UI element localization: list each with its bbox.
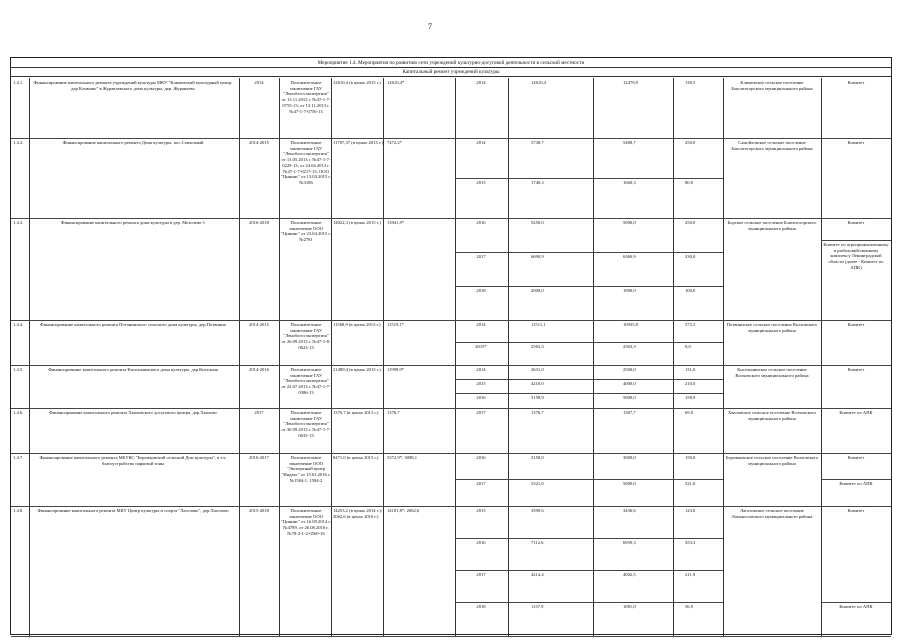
amount-local: 330,0 [685, 254, 696, 259]
row-number: 1.4.2. [13, 140, 24, 145]
page-number: 7 [428, 22, 432, 31]
amount-local: 100,0 [685, 288, 696, 293]
measure-name: Финансирование капитального ремонта дома культуры в дер. Мозолево-1 [60, 220, 206, 225]
estimated-cost: 14253,2 (в ценах 2014 г.); 2062,6 (в ценах 2016 г.) [333, 508, 383, 519]
year: 2015* [475, 344, 487, 349]
municipality: Потанинское сельское поселение Волховского муниципального района [726, 322, 818, 333]
year: 2015 [476, 381, 486, 386]
amount-regional: 12479,9 [623, 80, 638, 85]
measure-name: Финансирование капитального ремонта Потанинского сельского дома культуры, дер.Потанино [39, 322, 226, 327]
amount-total: 1376,7 [531, 410, 544, 415]
row-divider [11, 453, 891, 454]
year: 2014 [476, 367, 486, 372]
table-caption-row [11, 58, 891, 68]
estimated-cost: 11707,37 (в ценах 2013 г.) [333, 140, 383, 145]
executor: Комитет [847, 367, 865, 372]
amount-local: 56,9 [685, 604, 694, 609]
row-divider [11, 365, 891, 366]
section-row [11, 68, 891, 77]
year: 2017 [476, 254, 486, 259]
municipality: Борское сельское поселение Бокситогорского муниципального района [727, 220, 817, 231]
amount-regional: 1307,7 [623, 410, 636, 415]
year: 2017 [476, 410, 486, 415]
municipality: Хваловское сельское поселение Волховского муниципального района [728, 410, 816, 421]
year: 2017 [476, 572, 486, 577]
executor-secondary: Комитет по АПК [839, 481, 873, 486]
year: 2014 [476, 322, 486, 327]
row-number: 1.4.8. [13, 508, 24, 513]
executor-divider [821, 240, 891, 241]
executor: Комитет [847, 322, 865, 327]
amount-local: 158,9 [685, 395, 696, 400]
estimated-cost: 14022,3 (в ценах 2015 г.) [333, 220, 381, 225]
estimated-cost: 11568,9 (в ценах 2013 г.) [333, 322, 381, 327]
column-divider [593, 78, 594, 636]
year-divider [455, 538, 723, 539]
period: 2015-2018 [249, 508, 269, 513]
row-number: 1.4.3. [13, 220, 24, 225]
amount-total: 2000,0 [531, 288, 544, 293]
column-divider [29, 78, 30, 636]
year: 2017 [476, 481, 486, 486]
amount-regional: 5488,7 [623, 140, 636, 145]
amount-regional: 5000,0 [623, 395, 636, 400]
column-divider [508, 78, 509, 636]
amount-local: 150,0 [685, 455, 696, 460]
expertise: Положительное заключение ГАУ "Леноблгосэкспертиза" от 26.09.2013 г. №47-1-8-0623-13 [281, 322, 331, 350]
limit: 5372,9*; 3098,1 [387, 455, 417, 460]
year: 2016 [476, 540, 486, 545]
year-divider [455, 393, 723, 394]
row-number: 1.4.5. [13, 367, 24, 372]
year-divider [455, 602, 723, 603]
amount-total: 5158,9 [531, 395, 544, 400]
amount-total: 2631,0 [531, 367, 544, 372]
expertise: Положительное заключение ООО "Циннис" от 23.04.2015 г. №2781 [281, 220, 331, 243]
amount-local: 250,0 [685, 220, 696, 225]
limit: 11999,9* [387, 367, 405, 372]
column-divider [331, 78, 332, 636]
amount-local: 250,0 [685, 140, 696, 145]
amount-total: 5321,0 [531, 481, 544, 486]
amount-total: 4210,0 [531, 381, 544, 386]
amount-total: 2563,3 [531, 344, 544, 349]
limit: 12610,4* [387, 80, 405, 85]
amount-regional: 4002,5 [623, 572, 636, 577]
amount-total: 1137,9 [531, 604, 544, 609]
row-divider [11, 138, 891, 139]
row-divider [11, 320, 891, 321]
period: 2014-2016 [249, 367, 269, 372]
row-divider [11, 636, 891, 637]
estimated-cost: 21489,4 (в ценах 2013 г.) [333, 367, 381, 372]
limit: 7472,2* [387, 140, 402, 145]
year: 2015 [476, 508, 486, 513]
period: 2014-2015 [249, 140, 269, 145]
measure-name: Финансирование капитального ремонта МБУКС "Бережковский сельский Дом культуры", в т.ч. благоустройство парковой зоны [39, 455, 227, 466]
executor: Комитет [847, 80, 865, 85]
measure-name: Финансирование капитального ремонта Дома культуры, пос.Совхозный [62, 140, 204, 145]
amount-local: 575,3 [685, 322, 696, 327]
amount-total: 4214,4 [531, 572, 544, 577]
amount-local: 0,0 [685, 344, 691, 349]
column-divider [455, 78, 456, 636]
amount-total: 5250,0 [531, 220, 544, 225]
year: 2016 [476, 455, 486, 460]
column-divider [821, 78, 822, 636]
amount-local: 321,0 [685, 481, 696, 486]
amount-local: 211,9 [685, 572, 696, 577]
column-divider [279, 78, 280, 636]
row-divider [11, 506, 891, 507]
amount-regional: 5000,0 [623, 481, 636, 486]
amount-total: 3590,6 [531, 508, 544, 513]
column-divider [673, 78, 674, 636]
amount-regional: 4000,0 [623, 381, 636, 386]
amount-regional: 1081,0 [623, 604, 636, 609]
period: 2016-2018 [249, 220, 269, 225]
amount-regional: 5000,0 [623, 220, 636, 225]
executor: Комитет [847, 220, 865, 225]
municipality: Кисельнинское сельское поселение Волховского муниципального района [735, 367, 809, 378]
municipality: Бережковское сельское поселение Волховского муниципального района [725, 455, 819, 466]
amount-local: 130,5 [685, 80, 696, 85]
amount-total: 11511,1 [531, 322, 546, 327]
expertise: Положительное заключение ООО "Экспертный центр "Индекс" от 13.01.2016 г. №1584-1, 1584-2 [281, 455, 331, 483]
period: 2017 [254, 410, 264, 415]
executor: Комитет по АПК [839, 410, 873, 415]
amount-regional: 6360,9 [623, 254, 636, 259]
column-divider [239, 78, 240, 636]
municipality: Лаголовское сельское поселение Ломоносовского муниципального района [731, 508, 813, 519]
executor: Комитет [847, 508, 865, 513]
estimated-cost: 12610,4 (в ценах 2013 г.) [333, 80, 381, 85]
row-number: 1.4.4. [13, 322, 24, 327]
table-caption: Мероприятие 1.4. Мероприятия по развитию сети учреждений культурно-досуговой деятельности в сельской местности [317, 60, 585, 66]
amount-total: 12610,4 [531, 80, 546, 85]
year: 2016 [476, 395, 486, 400]
amount-local: 123,0 [685, 508, 696, 513]
executor-divider [821, 602, 891, 603]
limit: 13941,9* [387, 220, 405, 225]
municipality: Климовское сельское поселение Бокситогорского муниципального района [731, 80, 813, 91]
limit: 11519,1* [387, 322, 405, 327]
amount-regional: 3436,6 [623, 508, 636, 513]
year: 2016 [476, 220, 486, 225]
measure-name: Финансирование капитального ремонта Кисельнинского дома культуры, дер.Кисельня [48, 367, 218, 372]
executor: Комитет [847, 455, 865, 460]
period: 2014-2015 [249, 322, 269, 327]
amount-regional: 2563,3 [623, 344, 636, 349]
expertise: Положительное заключение ГАУ "Леноблгосэкспертиза" от 30.09.2013 г. №47-1-7-0635-13 [281, 410, 331, 438]
limit: 14181,8*; 2062,6 [387, 508, 420, 513]
year: 2014 [476, 80, 486, 85]
year: 2015 [476, 180, 486, 185]
measure-name: Финансирование капитального ремонта учреждений культуры МКУ "Климовский культурный центр, дер.Климово" в Журавлевского дома культуры, дер. Журавлево [33, 80, 233, 91]
amount-regional: 1660,3 [623, 180, 636, 185]
row-number: 1.4.7. [13, 455, 24, 460]
row-number: 1.4.1. [13, 80, 24, 85]
amount-local: 210,0 [685, 381, 696, 386]
amount-regional: 1900,0 [623, 288, 636, 293]
expertise: Положительное заключение ГАУ "Леноблгосэкспертиза" от 13.11.2013 г. №47-1-7-0755-13; от 13.11.2013 г. №47-1-7-0756-13 [281, 80, 331, 114]
period: 2016-2017 [249, 455, 269, 460]
year-divider [455, 479, 723, 480]
municipality: Самойловское сельское поселение Бокситогорского муниципального района [731, 140, 813, 151]
amount-total: 7112,6 [531, 540, 544, 545]
year: 2018 [476, 288, 486, 293]
executor-divider [821, 479, 891, 480]
year-divider [455, 570, 723, 571]
measure-name: Финансирование капитального ремонта МКУ Центр культуры и спорта "Лаголово", дер.Лаголово [37, 508, 229, 513]
amount-total: 6690,9 [531, 254, 544, 259]
amount-total: 3150,0 [531, 455, 544, 460]
amount-total: 5738,7 [531, 140, 544, 145]
year: 2018 [476, 604, 486, 609]
row-number: 1.4.6. [13, 410, 24, 415]
column-divider [723, 78, 724, 636]
expertise: Положительное заключение ГАУ "Леноблгосэкспертиза" от 13.05.2013 г. №47-1-7-0229-13; от 24.04.2013 г. №47-1-7-0217-13; ООО "Циннис" от 13.03.2015 г. №3186 [281, 140, 331, 186]
estimated-cost: 1376,7 (в ценах 2013 г.) [333, 410, 379, 415]
amount-local: 353,3 [685, 540, 696, 545]
section-title: Капитальный ремонт учреждений культуры [402, 69, 500, 75]
limit: 1376,7 [387, 410, 400, 415]
measure-name: Финансирование капитального ремонта Хваловского досугового центра, дер.Хвалово [49, 410, 217, 415]
row-divider [11, 408, 891, 409]
amount-regional: 10935,8 [623, 322, 638, 327]
period: 2014 [254, 80, 264, 85]
amount-local: 80,0 [685, 180, 694, 185]
year-divider [455, 286, 723, 287]
year-divider [455, 342, 723, 343]
amount-regional: 3000,0 [623, 455, 636, 460]
year-divider [455, 379, 723, 380]
year: 2014 [476, 140, 486, 145]
year-divider [455, 252, 723, 253]
executor: Комитет [847, 140, 865, 145]
executor-secondary: Комитет по АПК [839, 604, 873, 609]
amount-regional: 2500,0 [623, 367, 636, 372]
amount-regional: 6959,3 [623, 540, 636, 545]
expertise: Положительное заключение ООО "Циннис" от 16.09.2014 г. №4789, от 26.08.2016 г. №78-2-1-2-0560-16 [281, 508, 331, 536]
row-divider [11, 218, 891, 219]
amount-total: 1740,3 [531, 180, 544, 185]
expertise: Положительное заключение ГАУ "Леноблгосэкспертиза" от 22.07.2013 г. №47-1-7-0386-13 [281, 367, 331, 395]
amount-local: 69,0 [685, 410, 694, 415]
executor-secondary: Комитет по агропромышленному и рыбохозяйственному комплексу Ленинградской области (далее - Комитет по АПК) [823, 242, 889, 270]
amount-local: 131,0 [685, 367, 696, 372]
measures-table [10, 57, 892, 635]
estimated-cost: 8471,0 (в ценах 2015 г.) [333, 455, 379, 460]
column-divider [383, 78, 384, 636]
year-divider [455, 178, 723, 179]
